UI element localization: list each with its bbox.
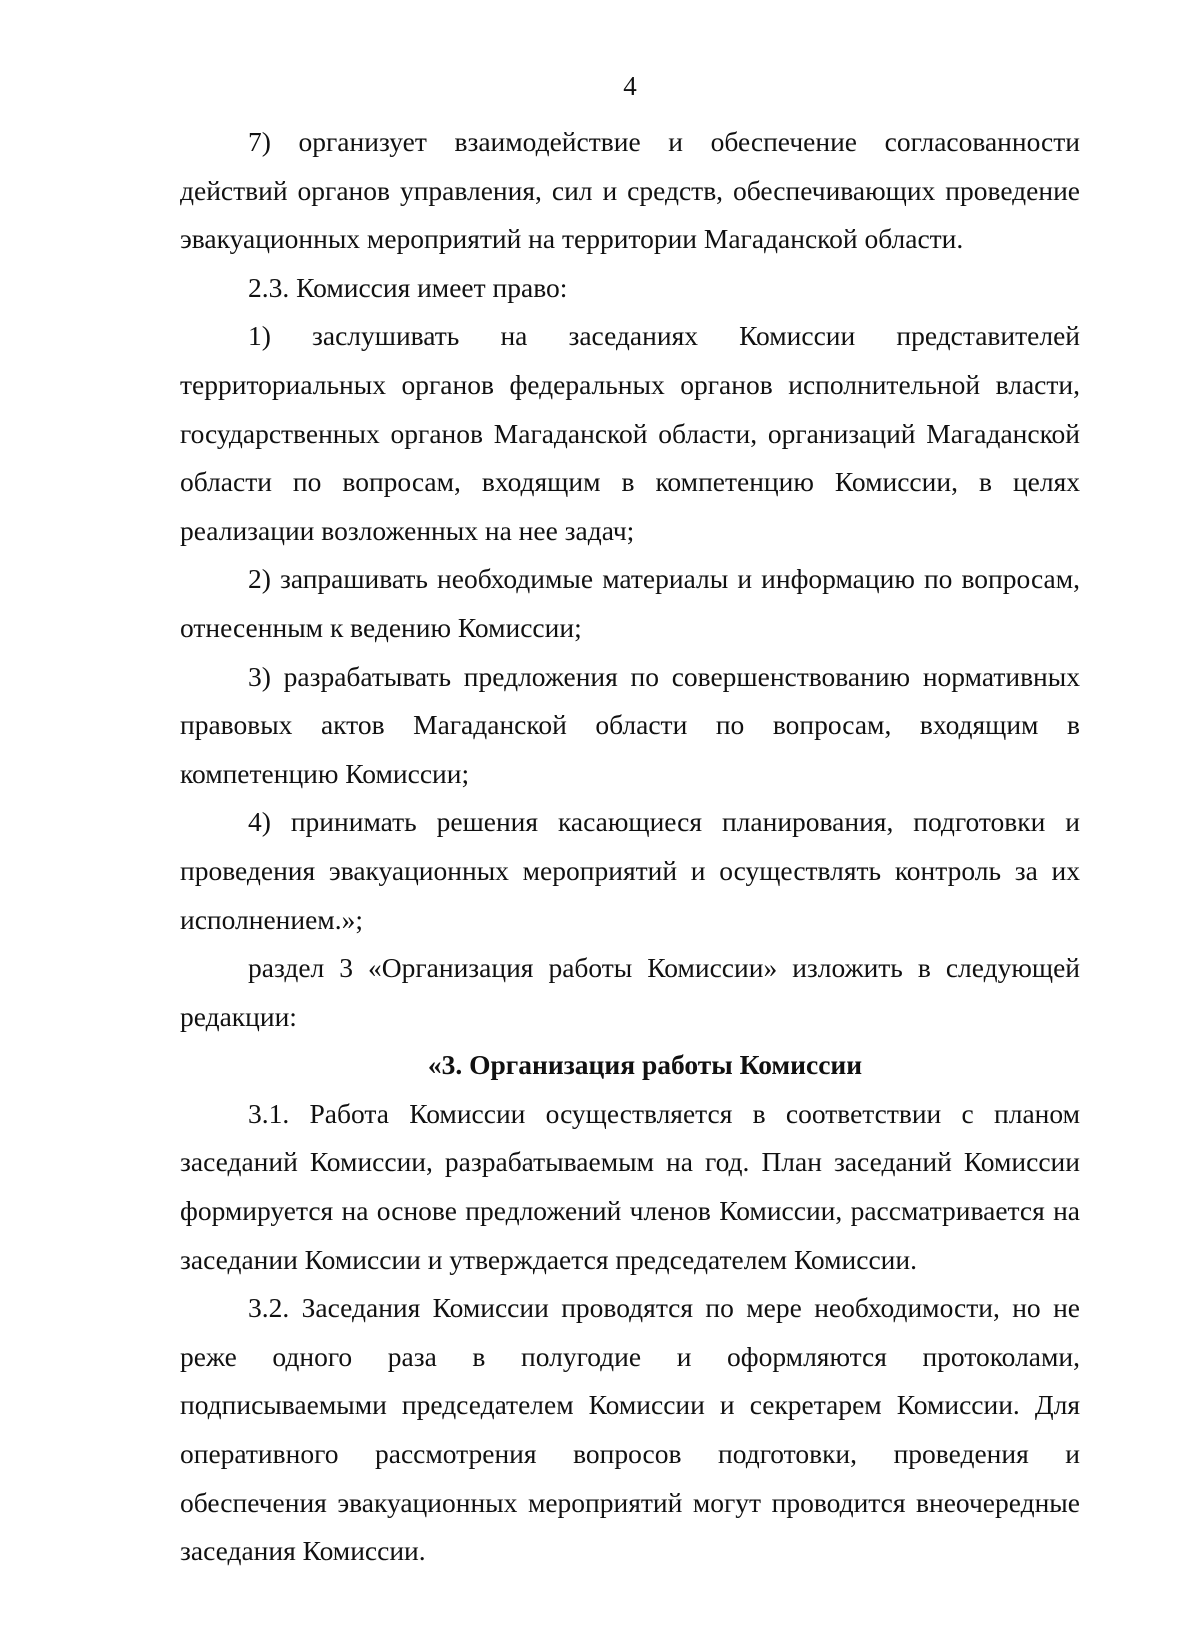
paragraph-right-2: 2) запрашивать необходимые материалы и информацию по вопросам, отнесенным к ведению Комиссии; [180,563,1080,643]
page-number: 4 [623,71,637,101]
paragraph-section-3-intro: раздел 3 «Организация работы Комиссии» изложить в следующей редакции: [180,952,1080,1032]
paragraph-right-4: 4) принимать решения касающиеся планирования, подготовки и проведения эвакуационных мероприятий и осуществлять контроль за их исполнением.»; [180,806,1080,935]
paragraph-section-3-1: 3.1. Работа Комиссии осуществляется в соответствии с планом заседаний Комиссии, разрабатываемым на год. План заседаний Комиссии формируется на основе предложений членов Комиссии, рассматривается на заседании Комиссии и утверждается председателем Комиссии. [180,1097,1080,1275]
document-page [180,0,1080,1643]
paragraph-section-3-2: 3.2. Заседания Комиссии проводятся по мере необходимости, но не реже одного раза в полугодие и оформляются протоколами, подписываемыми председателем Комиссии и секретарем Комиссии. Для оперативного рассмотрения вопросов подготовки, проведения и обеспечения эвакуационных мероприятий могут проводится внеочередные заседания Комиссии. [180,1292,1080,1567]
section-heading: «3. Организация работы Комиссии [427,1049,863,1081]
paragraph-section-2-3: 2.3. Комиссия имеет право: [248,271,568,303]
paragraph-item-7: 7) организует взаимодействие и обеспечение согласованности действий органов управления, сил и средств, обеспечивающих проведение эвакуационных мероприятий на территории Магаданской области. [180,126,1080,255]
paragraph-right-1: 1) заслушивать на заседаниях Комиссии представителей территориальных органов федеральных органов исполнительной власти, государственных органов Магаданской области, организаций Магаданской области по вопросам, входящим в компетенцию Комиссии, в целях реализации возложенных на нее задач; [180,320,1080,546]
document-body [180,118,1080,1576]
paragraph-right-3: 3) разрабатывать предложения по совершенствованию нормативных правовых актов Магаданской области по вопросам, входящим в компетенцию Комиссии; [180,660,1080,789]
